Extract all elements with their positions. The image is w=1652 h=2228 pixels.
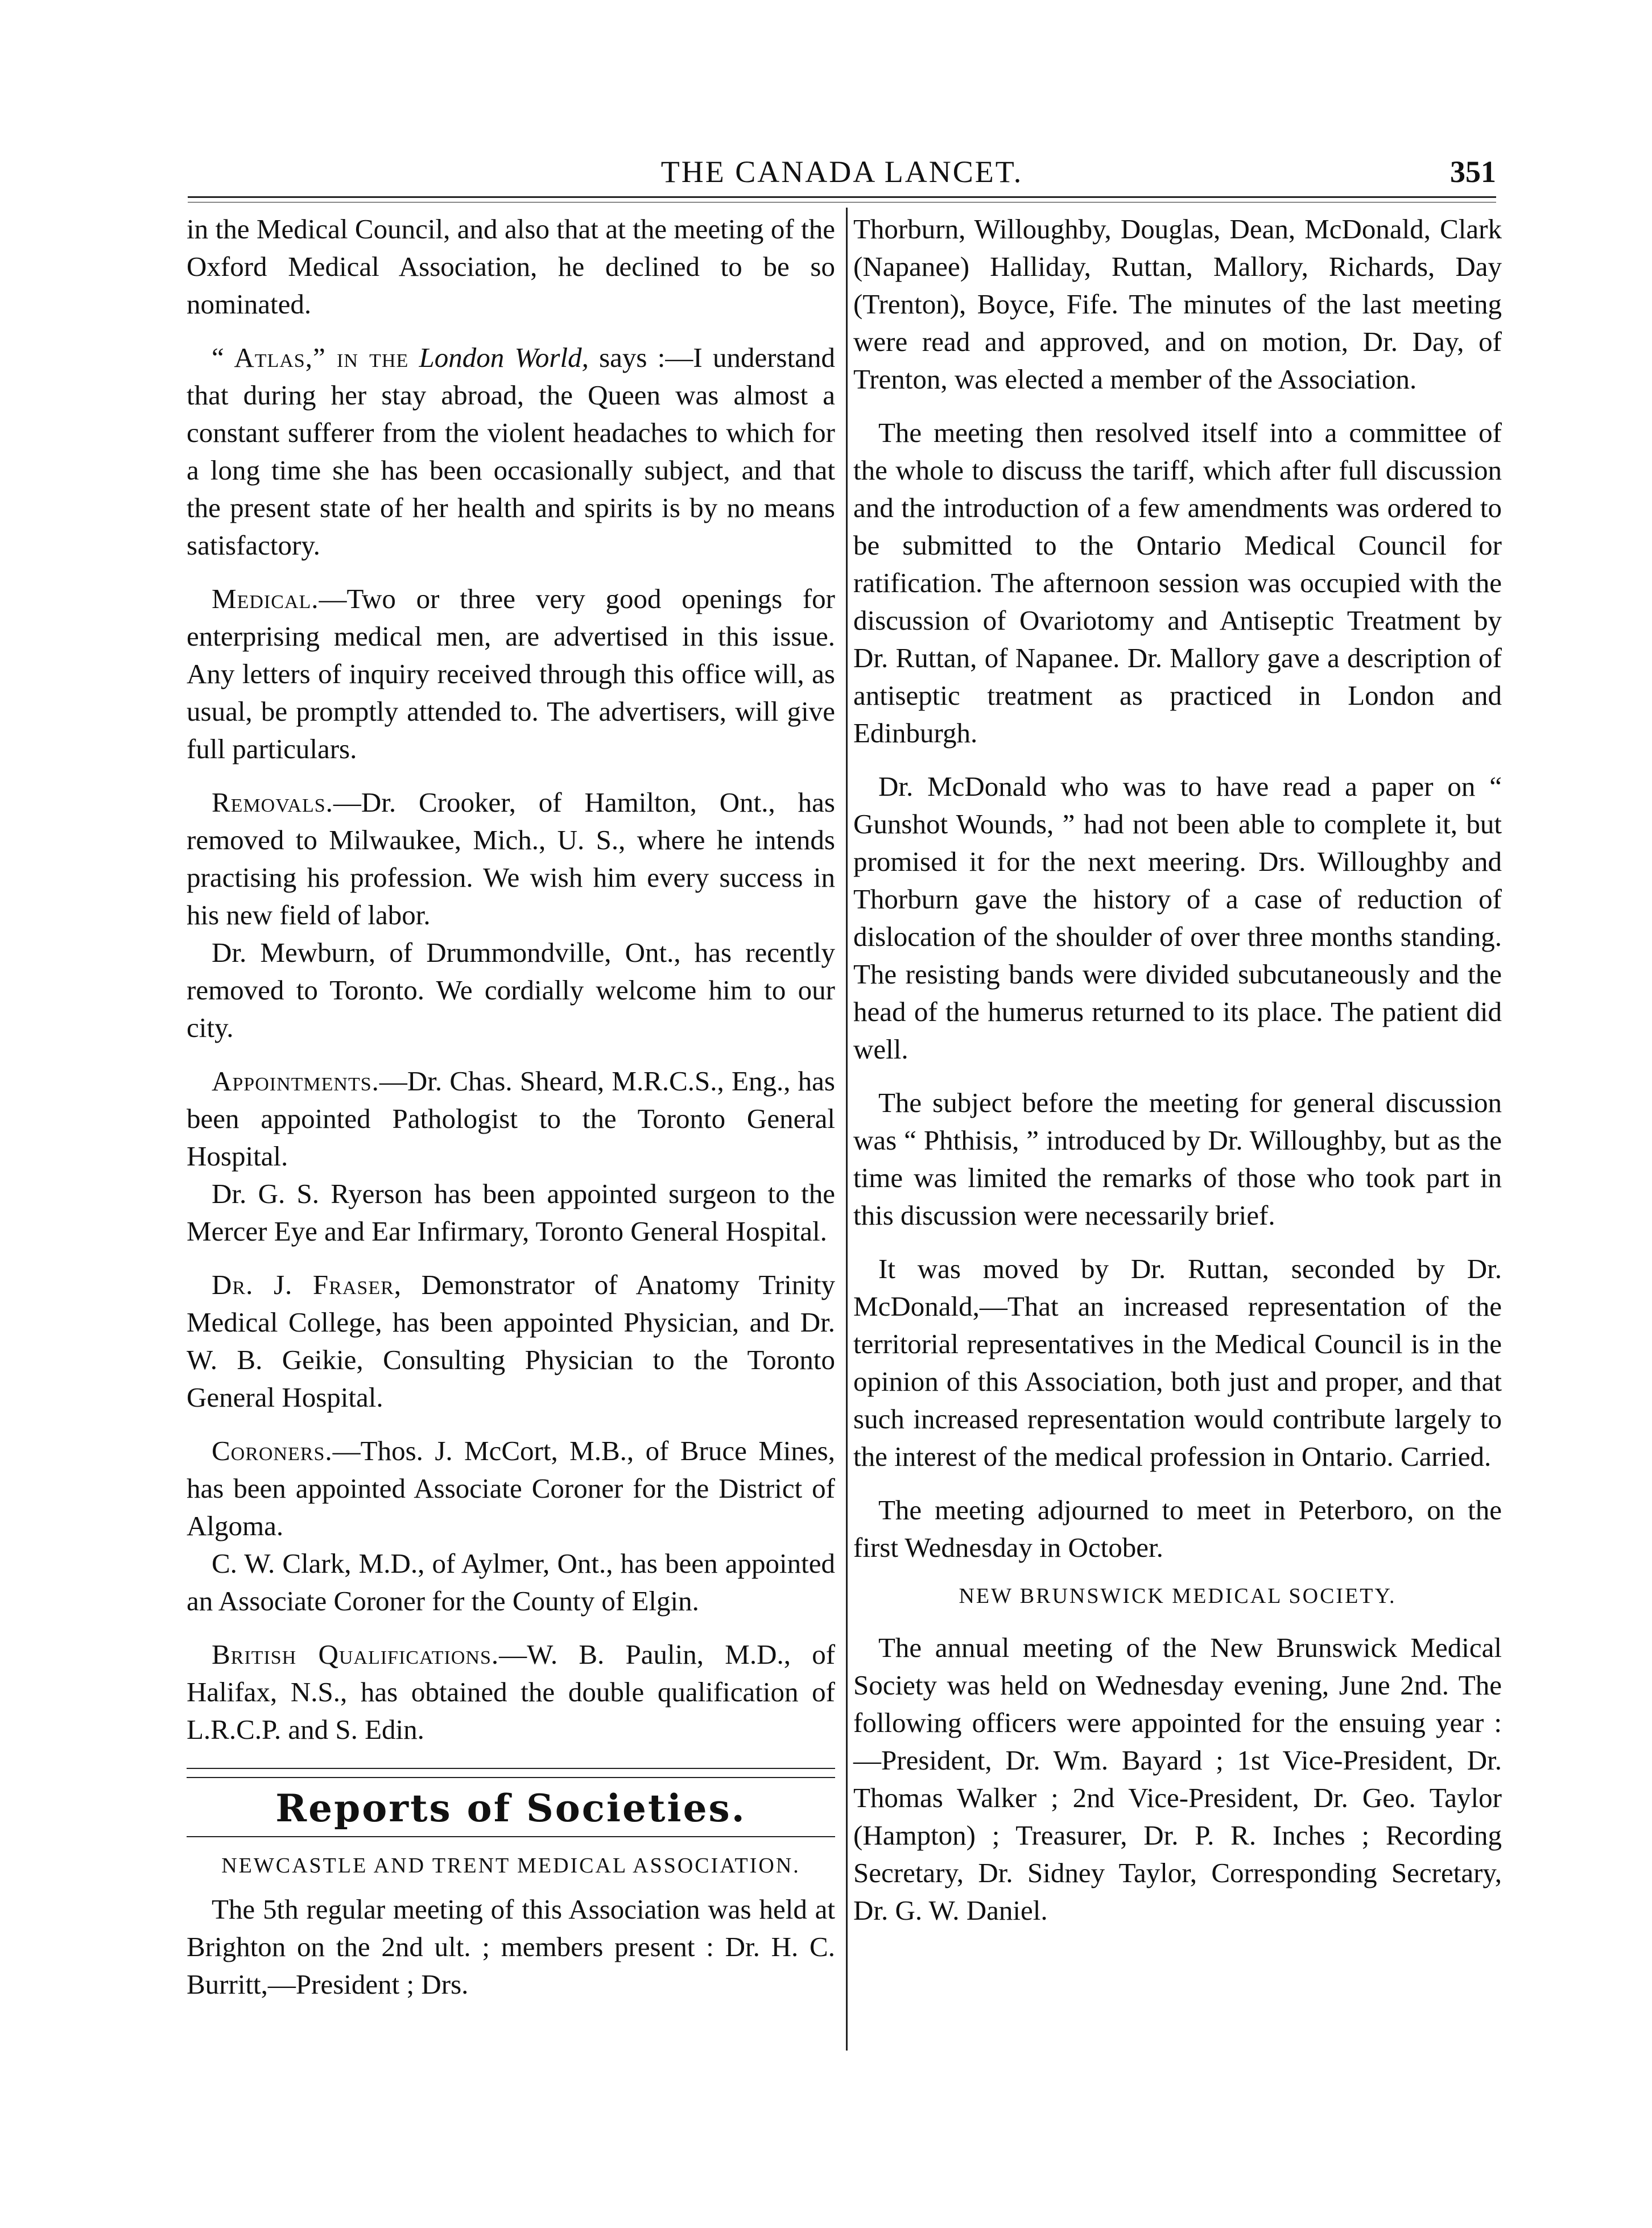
- atlas-source: London World,: [419, 342, 589, 373]
- newcastle-paragraph: The 5th regular meeting of this Association was held at Brighton on the 2nd ult. ; members present : Dr. H. C. Burritt,—President ; Drs.: [187, 1894, 835, 2000]
- right-column: [853, 210, 1502, 1945]
- mewburn-paragraph: Dr. Mewburn, of Drummondville, Ont., has recently removed to Toronto. We cordially welcome him to our city.: [187, 937, 835, 1043]
- atlas-text: says :—I understand that during her stay abroad, the Queen was almost a constant sufferer from the violent headaches to which for a long time she has been occasionally subject, and that the present state of her health and spirits is by no means satisfactory.: [187, 342, 835, 561]
- members-paragraph: Thorburn, Willoughby, Douglas, Dean, McDonald, Clark (Napanee) Halliday, Ruttan, Mallory, Richards, Day (Trenton), Boyce, Fife. The minutes of the last meeting were read and approved, and on motion, Dr. Day, of Trenton, was elected a member of the Association.: [853, 213, 1502, 395]
- header-rule: [188, 196, 1496, 198]
- newcastle-heading: NEWCASTLE AND TRENT MEDICAL ASSOCIATION.: [221, 1854, 800, 1878]
- adjourned-paragraph: The meeting adjourned to meet in Peterboro, on the first Wednesday in October.: [853, 1494, 1502, 1563]
- representation-paragraph: It was moved by Dr. Ruttan, seconded by Dr. McDonald,—That an increased representation of the territorial representatives in the Medical Council is in the opinion of this Association, both just and proper, and that such increased representation would contribute largely to the interest of the medical profession in Ontario. Carried.: [853, 1253, 1502, 1472]
- section-title-rule: [187, 1836, 835, 1837]
- appointments-heading: Appointments.: [212, 1065, 379, 1097]
- appointments-paragraph: [187, 1063, 835, 1175]
- phthisis-paragraph: The subject before the meeting for general discussion was “ Phthisis, ” introduced by Dr. Willoughby, but as the time was limited the remarks of those who took part in this discussion were necessarily brief.: [853, 1087, 1502, 1231]
- fraser-paragraph: [187, 1266, 835, 1416]
- left-column: [187, 210, 835, 2019]
- council-paragraph: in the Medical Council, and also that at the meeting of the Oxford Medical Association, he declined to be so nominated.: [187, 213, 835, 320]
- coroners-heading: Coroners.: [212, 1435, 333, 1466]
- atlas-lead: “ Atlas,” in the: [212, 342, 409, 373]
- british-text: —W. B. Paulin, M.D., of Halifax, N.S., has obtained the double qualification of L.R.C.P. and S. Edin.: [187, 1639, 836, 1745]
- new-brunswick-paragraph: The annual meeting of the New Brunswick Medical Society was held on Wednesday evening, June 2nd. The following officers were appointed for the ensuing year :—President, Dr. Wm. Bayard ; 1st Vice-President, Dr. Thomas Walker ; 2nd Vice-President, Dr. Geo. Taylor (Hampton) ; Treasurer, Dr. P. R. Inches ; Recording Secretary, Dr. Sidney Taylor, Corresponding Secretary, Dr. G. W. Daniel.: [853, 1632, 1502, 1926]
- removals-text: —Dr. Crooker, of Hamilton, Ont., has removed to Milwaukee, Mich., U. S., where he intends practising his profession. We wish him every success in his new field of labor.: [187, 787, 835, 931]
- medical-heading: Medical.: [212, 583, 319, 614]
- british-paragraph: [187, 1636, 835, 1748]
- section-title: Reports of Societies.: [275, 1786, 746, 1830]
- new-brunswick-heading: NEW BRUNSWICK MEDICAL SOCIETY.: [959, 1584, 1397, 1608]
- section-double-rule: [187, 1768, 835, 1778]
- tariff-paragraph: The meeting then resolved itself into a committee of the whole to discuss the tariff, which after full discussion and the introduction of a few amendments was ordered to be submitted to the Ontario Medical Council for ratification. The afternoon session was occupied with the discussion of Ovariotomy and Antiseptic Treatment by Dr. Ruttan, of Napanee. Dr. Mallory gave a description of antiseptic treatment as practiced in London and Edinburgh.: [853, 417, 1502, 749]
- removals-paragraph: [187, 784, 835, 934]
- running-header: [188, 151, 1496, 191]
- british-heading: British Qualifications.: [212, 1639, 499, 1670]
- fraser-text: Demonstrator of Anatomy Trinity Medical College, has been appointed Physician, and Dr. W. B. Geikie, Consulting Physician to the Toronto General Hospital.: [187, 1269, 835, 1413]
- page-number: 351: [1450, 155, 1496, 189]
- journal-title: THE CANADA LANCET.: [660, 155, 1023, 189]
- column-divider: [846, 208, 848, 2051]
- coroners-paragraph: [187, 1432, 835, 1545]
- removals-heading: Removals.: [212, 787, 333, 818]
- clark-paragraph: C. W. Clark, M.D., of Aylmer, Ont., has been appointed an Associate Coroner for the County of Elgin.: [187, 1548, 835, 1617]
- coroners-text: —Thos. J. McCort, M.B., of Bruce Mines, has been appointed Associate Coroner for the District of Algoma.: [187, 1435, 835, 1541]
- atlas-paragraph: [187, 339, 835, 564]
- gunshot-paragraph: Dr. McDonald who was to have read a paper on “ Gunshot Wounds, ” had not been able to complete it, but promised it for the next meering. Drs. Willoughby and Thorburn gave the history of a case of reduction of dislocation of the shoulder of over three months standing. The resisting bands were divided subcutaneously and the head of the humerus returned to its place. The patient did well.: [853, 771, 1502, 1065]
- fraser-name: Dr. J. Fraser,: [212, 1269, 402, 1300]
- appointments-text: —Dr. Chas. Sheard, M.R.C.S., Eng., has been appointed Pathologist to the Toronto General Hospital.: [187, 1065, 835, 1172]
- ryerson-paragraph: Dr. G. S. Ryerson has been appointed surgeon to the Mercer Eye and Ear Infirmary, Toronto General Hospital.: [187, 1178, 835, 1247]
- medical-paragraph: [187, 580, 835, 768]
- medical-text: —Two or three very good openings for enterprising medical men, are advertised in this issue. Any letters of inquiry received through this office will, as usual, be promptly attended to. The advertisers, will give full particulars.: [187, 583, 835, 764]
